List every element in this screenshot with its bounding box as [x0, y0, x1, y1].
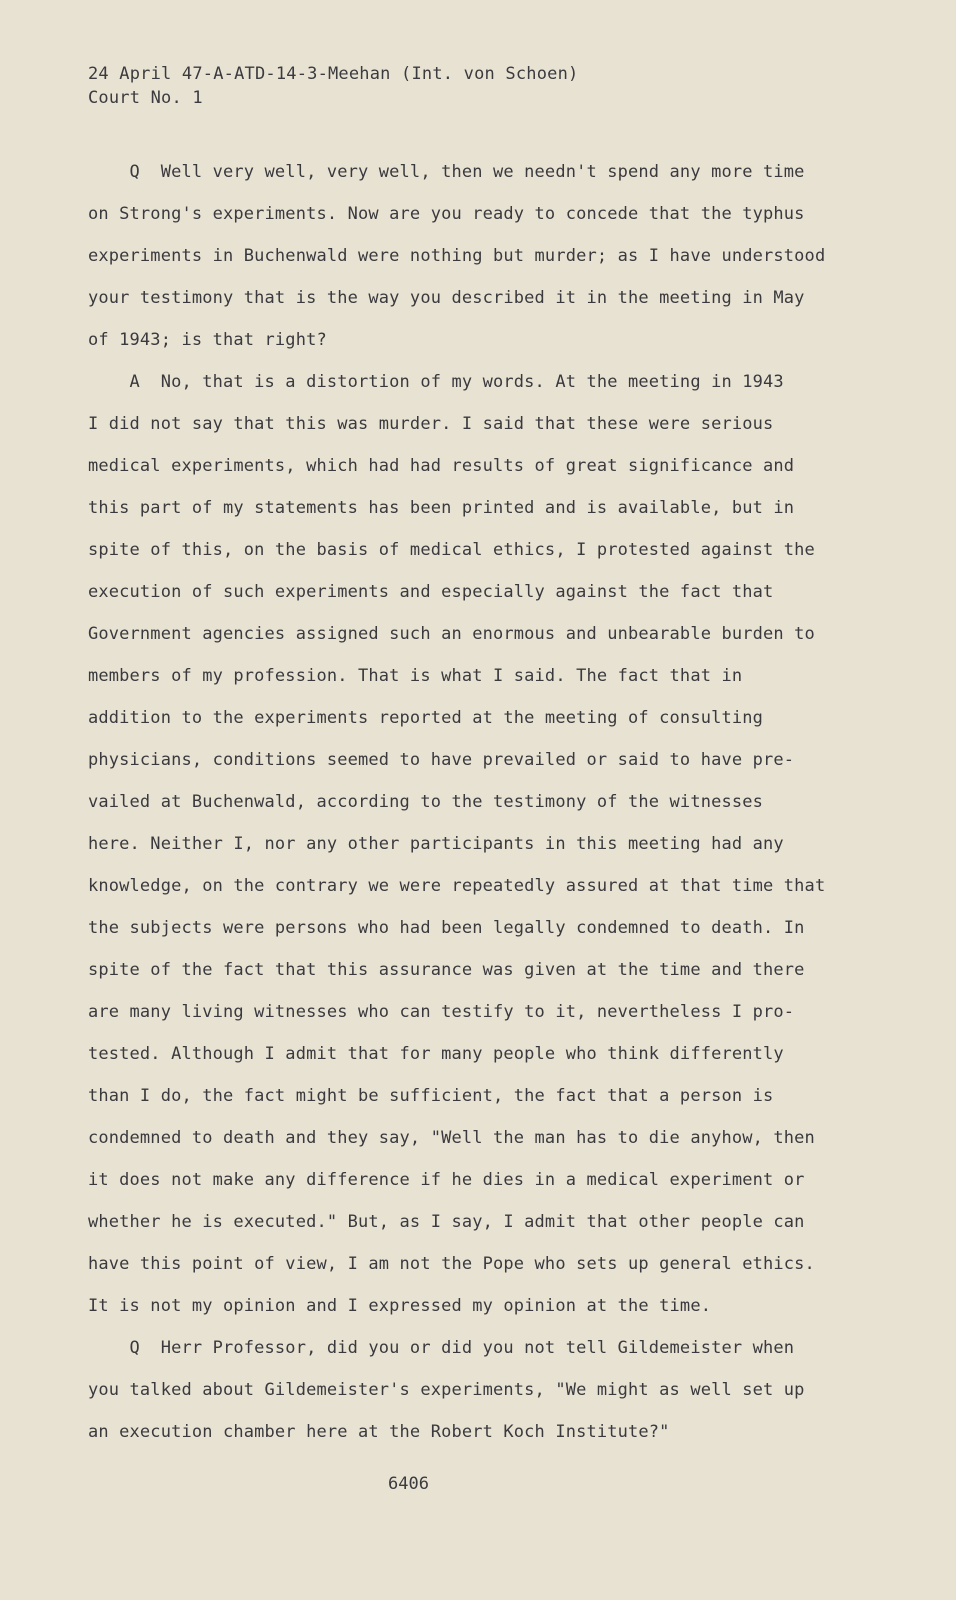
- text-line: vailed at Buchenwald, according to the testimony of the witnesses: [88, 792, 764, 812]
- text-line: knowledge, on the contrary we were repeatedly assured at that time that: [88, 876, 826, 896]
- text-line: experiments in Buchenwald were nothing but murder; as I have understood: [88, 246, 826, 266]
- text-line: medical experiments, which had had results of great significance and: [88, 456, 795, 476]
- text-line: addition to the experiments reported at the meeting of consulting: [88, 708, 764, 728]
- text-line: it does not make any difference if he dies in a medical experiment or: [88, 1170, 805, 1190]
- text-line: you talked about Gildemeister's experiments, "We might as well set up: [88, 1380, 805, 1400]
- text-line: physicians, conditions seemed to have prevailed or said to have pre-: [88, 750, 795, 770]
- text-line: spite of this, on the basis of medical ethics, I protested against the: [88, 540, 815, 560]
- text-line: spite of the fact that this assurance was given at the time and there: [88, 960, 805, 980]
- text-line: Government agencies assigned such an enormous and unbearable burden to: [88, 624, 815, 644]
- document-header: [88, 62, 578, 110]
- text-line: execution of such experiments and especially against the fact that: [88, 582, 774, 602]
- text-line: of 1943; is that right?: [88, 330, 327, 350]
- text-line: an execution chamber here at the Robert Koch Institute?": [88, 1422, 670, 1442]
- text-line: members of my profession. That is what I said. The fact that in: [88, 666, 743, 686]
- text-line: your testimony that is the way you described it in the meeting in May: [88, 288, 805, 308]
- text-line: this part of my statements has been printed and is available, but in: [88, 498, 795, 518]
- text-line: Q Well very well, very well, then we needn't spend any more time: [88, 162, 805, 182]
- text-line: whether he is executed." But, as I say, I admit that other people can: [88, 1212, 805, 1232]
- text-line: are many living witnesses who can testify to it, nevertheless I pro-: [88, 1002, 795, 1022]
- text-line: on Strong's experiments. Now are you ready to concede that the typhus: [88, 204, 805, 224]
- text-line: A No, that is a distortion of my words. At the meeting in 1943: [88, 372, 784, 392]
- text-line: have this point of view, I am not the Pope who sets up general ethics.: [88, 1254, 815, 1274]
- text-line: Q Herr Professor, did you or did you not tell Gildemeister when: [88, 1338, 795, 1358]
- text-line: It is not my opinion and I expressed my opinion at the time.: [88, 1296, 712, 1316]
- header-line-2: Court No. 1: [88, 88, 203, 108]
- text-line: tested. Although I admit that for many people who think differently: [88, 1044, 784, 1064]
- text-line: here. Neither I, nor any other participants in this meeting had any: [88, 834, 784, 854]
- text-line: than I do, the fact might be sufficient, the fact that a person is: [88, 1086, 774, 1106]
- text-line: condemned to death and they say, "Well the man has to die anyhow, then: [88, 1128, 815, 1148]
- text-line: I did not say that this was murder. I said that these were serious: [88, 414, 774, 434]
- text-line: the subjects were persons who had been legally condemned to death. In: [88, 918, 805, 938]
- header-line-1: 24 April 47-A-ATD-14-3-Meehan (Int. von Schoen): [88, 64, 579, 84]
- page-number: 6406: [388, 1474, 429, 1494]
